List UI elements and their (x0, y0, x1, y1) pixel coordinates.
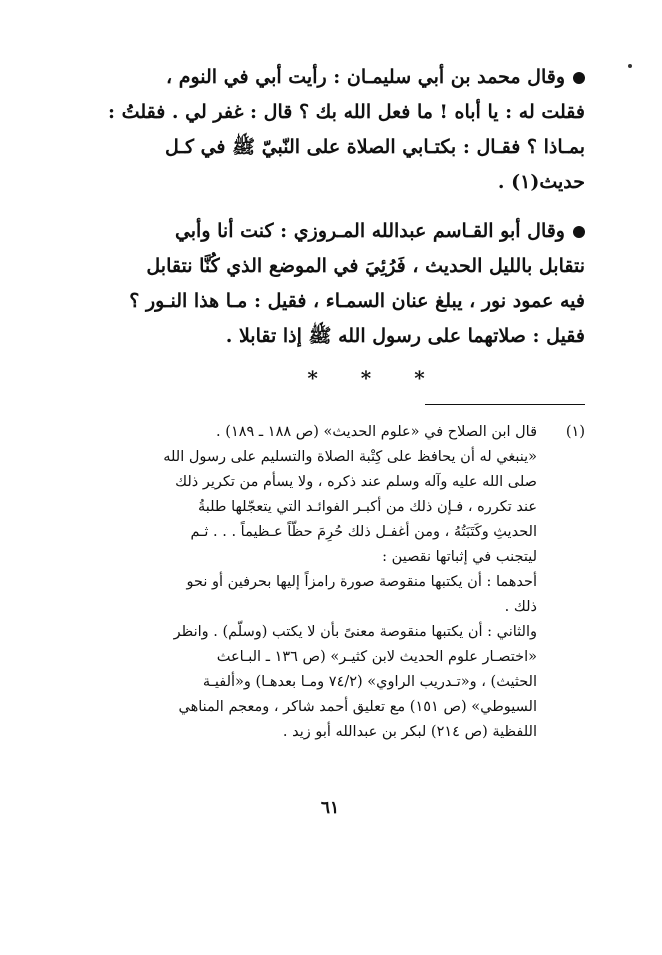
footnote-body (127, 420, 537, 745)
footnote-line: أحدهما : أن يكتبها منقوصة صورة رامزاً إليها بحرفين أو نحو (186, 574, 537, 590)
paragraph-1-line-1: وقال محمد بن أبي سليمـان : رأيت أبي في النوم ، (130, 60, 585, 95)
footnote-line: صلى الله عليه وآله وسلم عند ذكره ، ولا يسأم من تكرير ذلك (175, 474, 537, 490)
footnote-line: قال ابن الصلاح في «علوم الحديث» (ص ١٨٨ ـ ١٨٩) . (216, 424, 537, 440)
footnote-line: عند تكرره ، فـإن ذلك من أكبـر الفوائـد التي يتعجّلها طلبةُ (197, 499, 537, 515)
footnote-rule (425, 404, 585, 405)
paragraph-2-line-1: وقال أبو القـاسم عبدالله المـروزي : كنت أنا وأبي (130, 214, 585, 249)
bullet-icon (573, 226, 585, 238)
footnote-line: «اختصـار علوم الحديث لابن كثيـر» (ص ١٣٦ ـ البـاعث (216, 649, 537, 665)
footnote-line: والثاني : أن يكتبها منقوصة معنىً بأن لا يكتب (وسلّم) . وانظر (173, 624, 537, 640)
section-separator: * * * (307, 366, 443, 390)
paragraph-1-line-2: فقلت له : يا أباه ! ما فعل الله بك ؟ قال : غفر لي . فقلتُ : (108, 101, 585, 123)
footnote-line: السيوطي» (ص ١٥١) مع تعليق أحمد شاكر ، ومعجم المناهي (178, 699, 537, 715)
footnote-line: ذلك . (504, 599, 537, 615)
footnote-line: الحديثِ وكَتَبَتُهُ ، ومن أغفـل ذلك حُرِمَ حظّاً عـظيماً . . . ثـم (190, 524, 537, 540)
footnote-line: «ينبغي له أن يحافظ على كِتْبة الصلاة والتسليم على رسول الله (163, 449, 537, 465)
footnote-line: ليتجنب في إثباتها نقصين : (382, 549, 537, 565)
corner-mark (628, 64, 632, 68)
footnote-number: (١) (565, 424, 585, 440)
paragraph-2-line-4: فقيل : صلاتهما على رسول الله ﷺ إذا تقابلا . (225, 325, 585, 347)
paragraph-1-line-3: بمـاذا ؟ فقـال : بكتـابي الصلاة على النّبيّ ﷺ في كـل (164, 136, 585, 158)
footnote-line: اللفظية (ص ٢١٤) لبكر بن عبدالله أبو زيد . (282, 724, 537, 740)
bullet-icon (573, 72, 585, 84)
paragraph-1-line-4: حديث(١) . (497, 171, 585, 193)
paragraph-2-line-3: فيه عمود نور ، يبلغ عنان السمـاء ، فقيل : مـا هذا النـور ؟ (129, 290, 585, 312)
paragraph-2 (130, 214, 585, 354)
footnote-line: الحثيث) ، و«تـدريب الراوي» (٧٤/٢ ومـا بعدهـا) و«ألفيـة (202, 674, 537, 690)
paragraph-1 (108, 60, 585, 200)
page-number: ٦١ (320, 798, 340, 818)
paragraph-2-line-2: نتقابل بالليل الحديث ، فَرُئِيَ في الموضع الذي كُنَّا نتقابل (146, 255, 585, 277)
